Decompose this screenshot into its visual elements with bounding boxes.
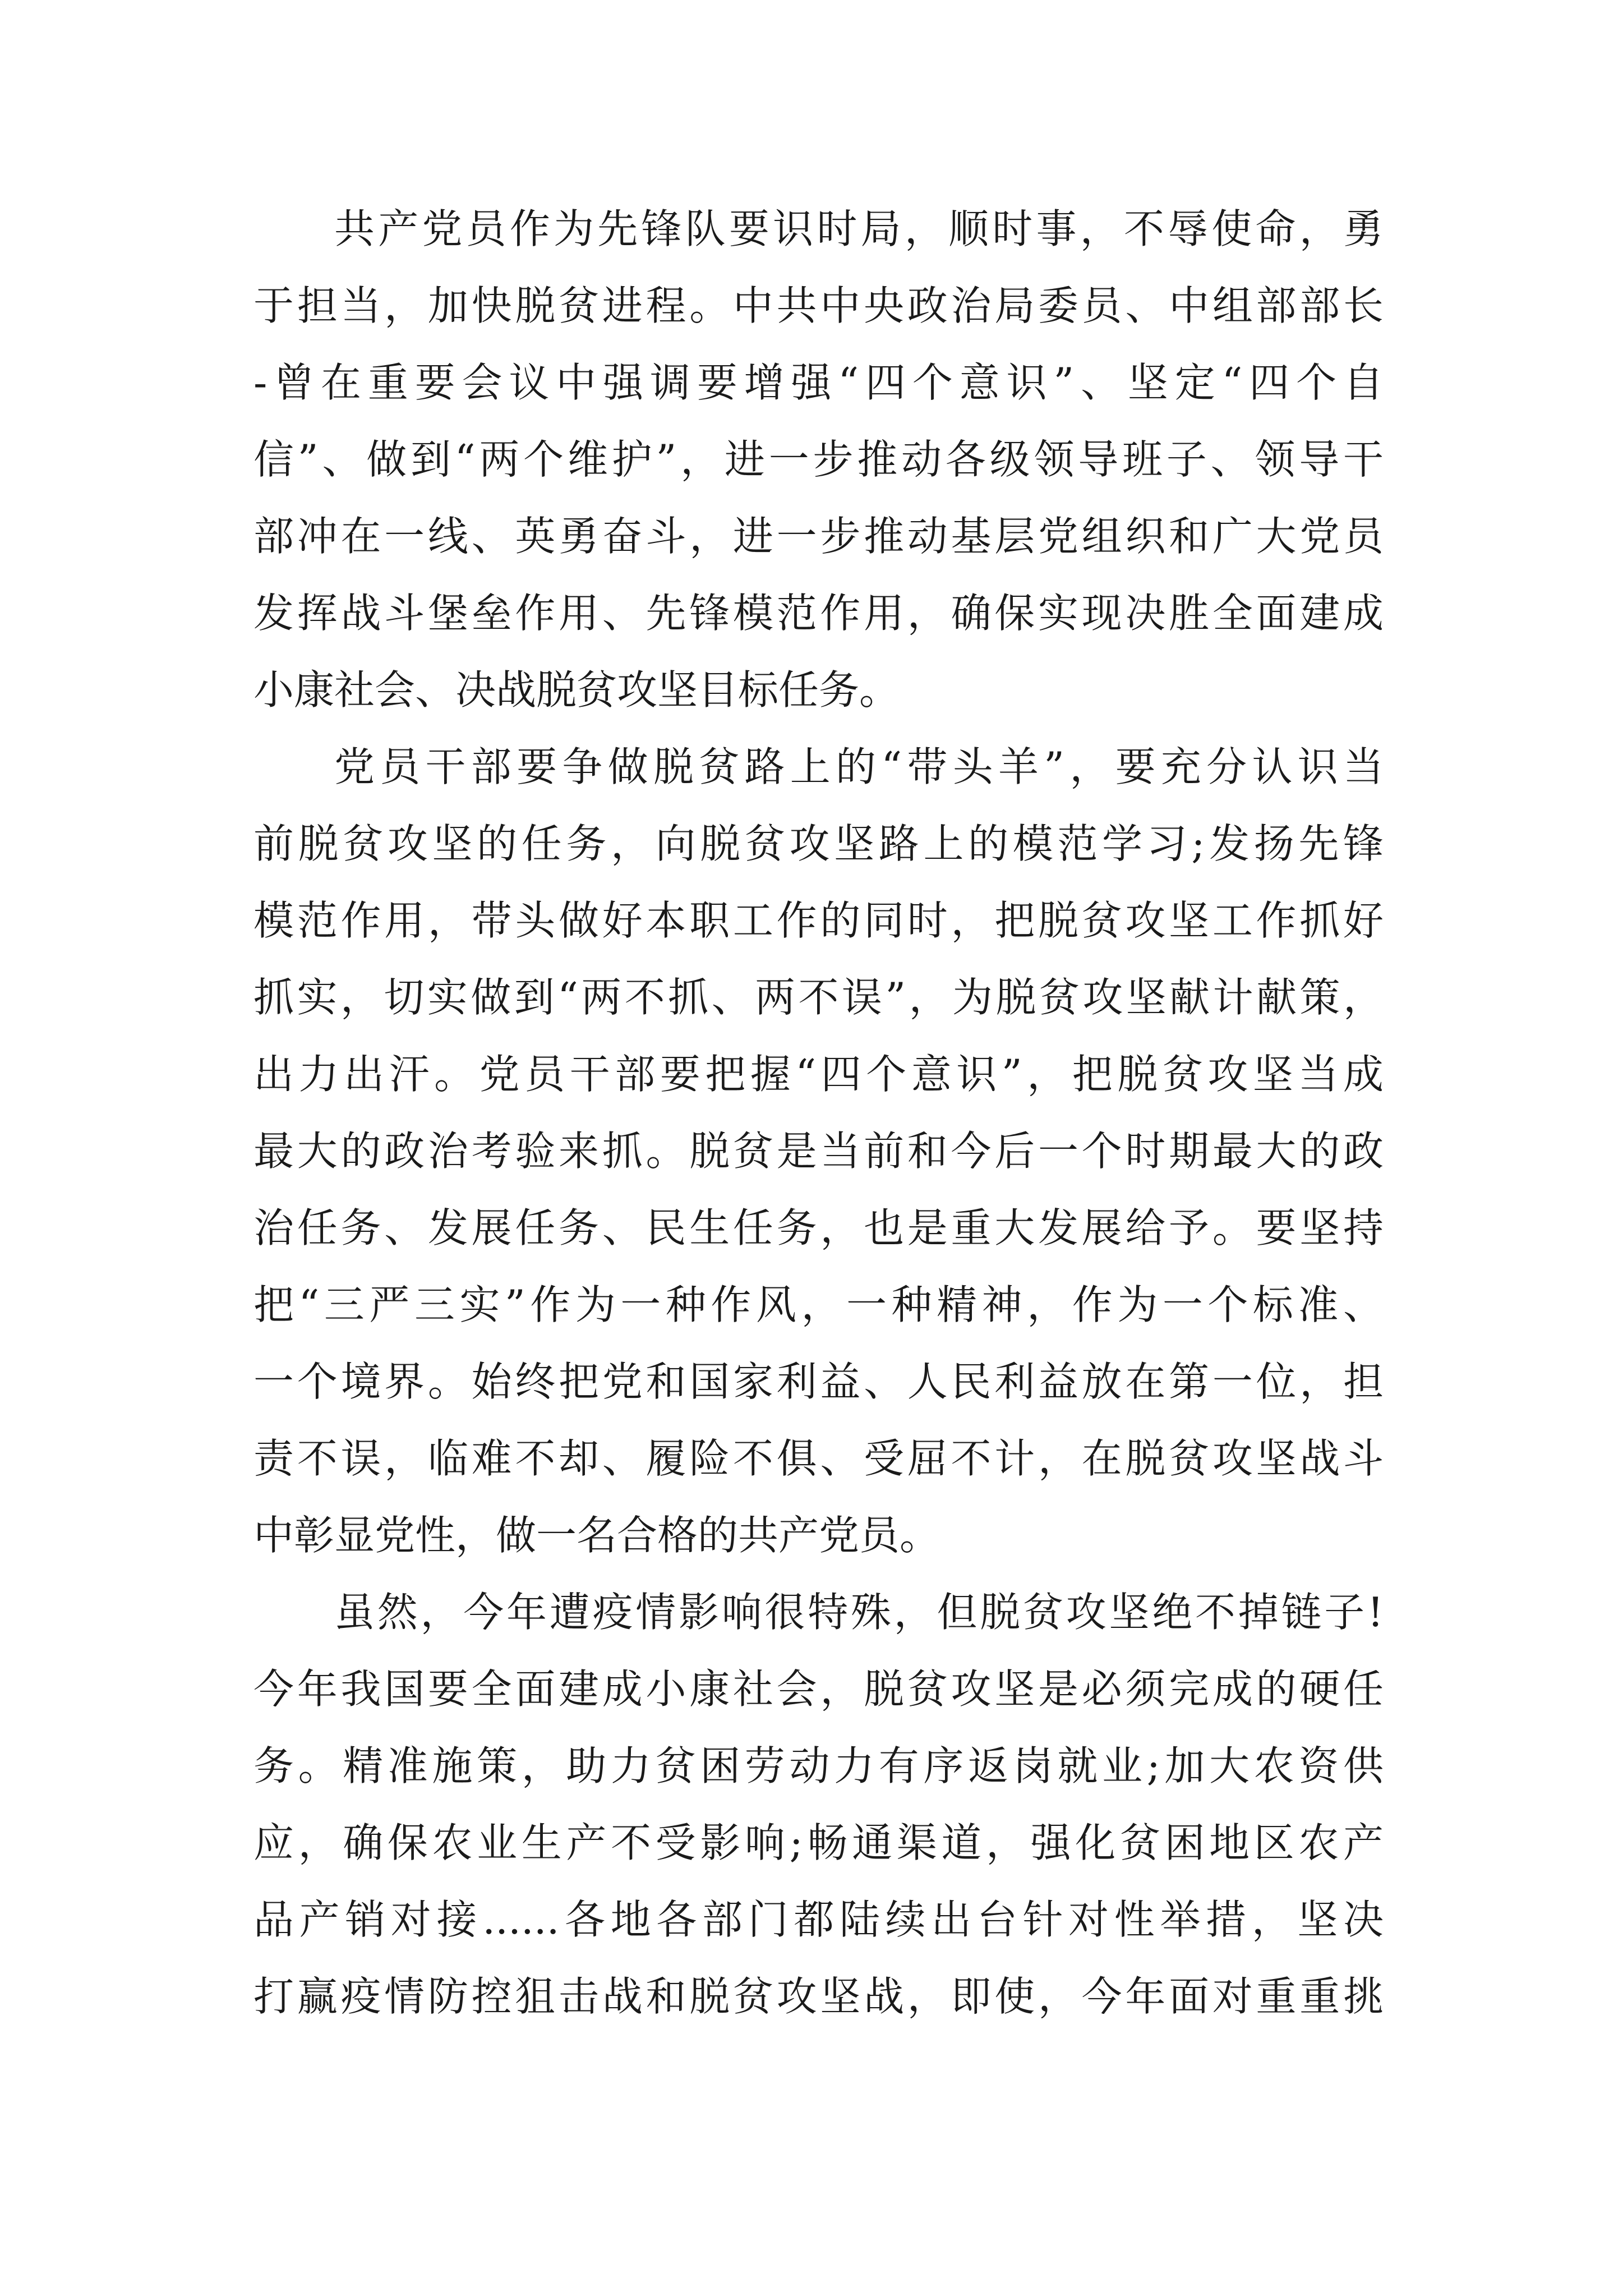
- body-text: [253, 191, 1384, 2035]
- text-line: 今年我国要全面建成小康社会，脱贫攻坚是必须完成的硬任: [253, 1665, 1384, 1713]
- text-line: 信”、做到“两个维护”，进一步推动各级领导班子、领导干: [253, 436, 1384, 483]
- text-line: 部冲在一线、英勇奋斗，进一步推动基层党组织和广大党员: [253, 513, 1384, 560]
- text-line: 打赢疫情防控狙击战和脱贫攻坚战，即使，今年面对重重挑: [253, 1973, 1384, 2020]
- paragraph-2: [253, 729, 1384, 1574]
- text-line: 把“三严三实”作为一种作风，一种精神，作为一个标准、: [253, 1281, 1384, 1328]
- text-line: -曾在重要会议中强调要增强“四个意识”、坚定“四个自: [253, 359, 1384, 406]
- text-line: 品产销对接......各地各部门都陆续出台针对性举措，坚决: [253, 1896, 1384, 1943]
- text-line: 前脱贫攻坚的任务，向脱贫攻坚路上的模范学习;发扬先锋: [253, 820, 1384, 867]
- text-line: 虽然，今年遭疫情影响很特殊，但脱贫攻坚绝不掉链子!: [334, 1589, 1384, 1636]
- text-line: 发挥战斗堡垒作用、先锋模范作用，确保实现决胜全面建成: [253, 590, 1384, 637]
- text-line: 一个境界。始终把党和国家利益、人民利益放在第一位，担: [253, 1358, 1384, 1405]
- text-line: 最大的政治考验来抓。脱贫是当前和今后一个时期最大的政: [253, 1128, 1384, 1175]
- paragraph-1: [253, 191, 1384, 729]
- text-line: 于担当，加快脱贫进程。中共中央政治局委员、中组部部长: [253, 282, 1384, 329]
- text-line: 小康社会、决战脱贫攻坚目标任务。: [253, 666, 900, 714]
- text-line: 中彰显党性，做一名合格的共产党员。: [253, 1512, 940, 1559]
- paragraph-3: [253, 1574, 1384, 2035]
- text-line: 责不误，临难不却、履险不俱、受屈不计，在脱贫攻坚战斗: [253, 1435, 1384, 1482]
- text-line: 应，确保农业生产不受影响;畅通渠道，强化贫困地区农产: [253, 1819, 1384, 1866]
- text-line: 模范作用，带头做好本职工作的同时，把脱贫攻坚工作抓好: [253, 897, 1384, 944]
- text-line: 共产党员作为先锋队要识时局，顺时事，不辱使命，勇: [334, 205, 1384, 252]
- text-line: 出力出汗。党员干部要把握“四个意识”，把脱贫攻坚当成: [253, 1051, 1384, 1098]
- text-line: 治任务、发展任务、民生任务，也是重大发展给予。要坚持: [253, 1204, 1384, 1251]
- text-line: 抓实，切实做到“两不抓、两不误”，为脱贫攻坚献计献策，: [253, 974, 1384, 1021]
- text-line: 务。精准施策，助力贫困劳动力有序返岗就业;加大农资供: [253, 1742, 1384, 1789]
- text-line: 党员干部要争做脱贫路上的“带头羊”，要充分认识当: [334, 743, 1384, 790]
